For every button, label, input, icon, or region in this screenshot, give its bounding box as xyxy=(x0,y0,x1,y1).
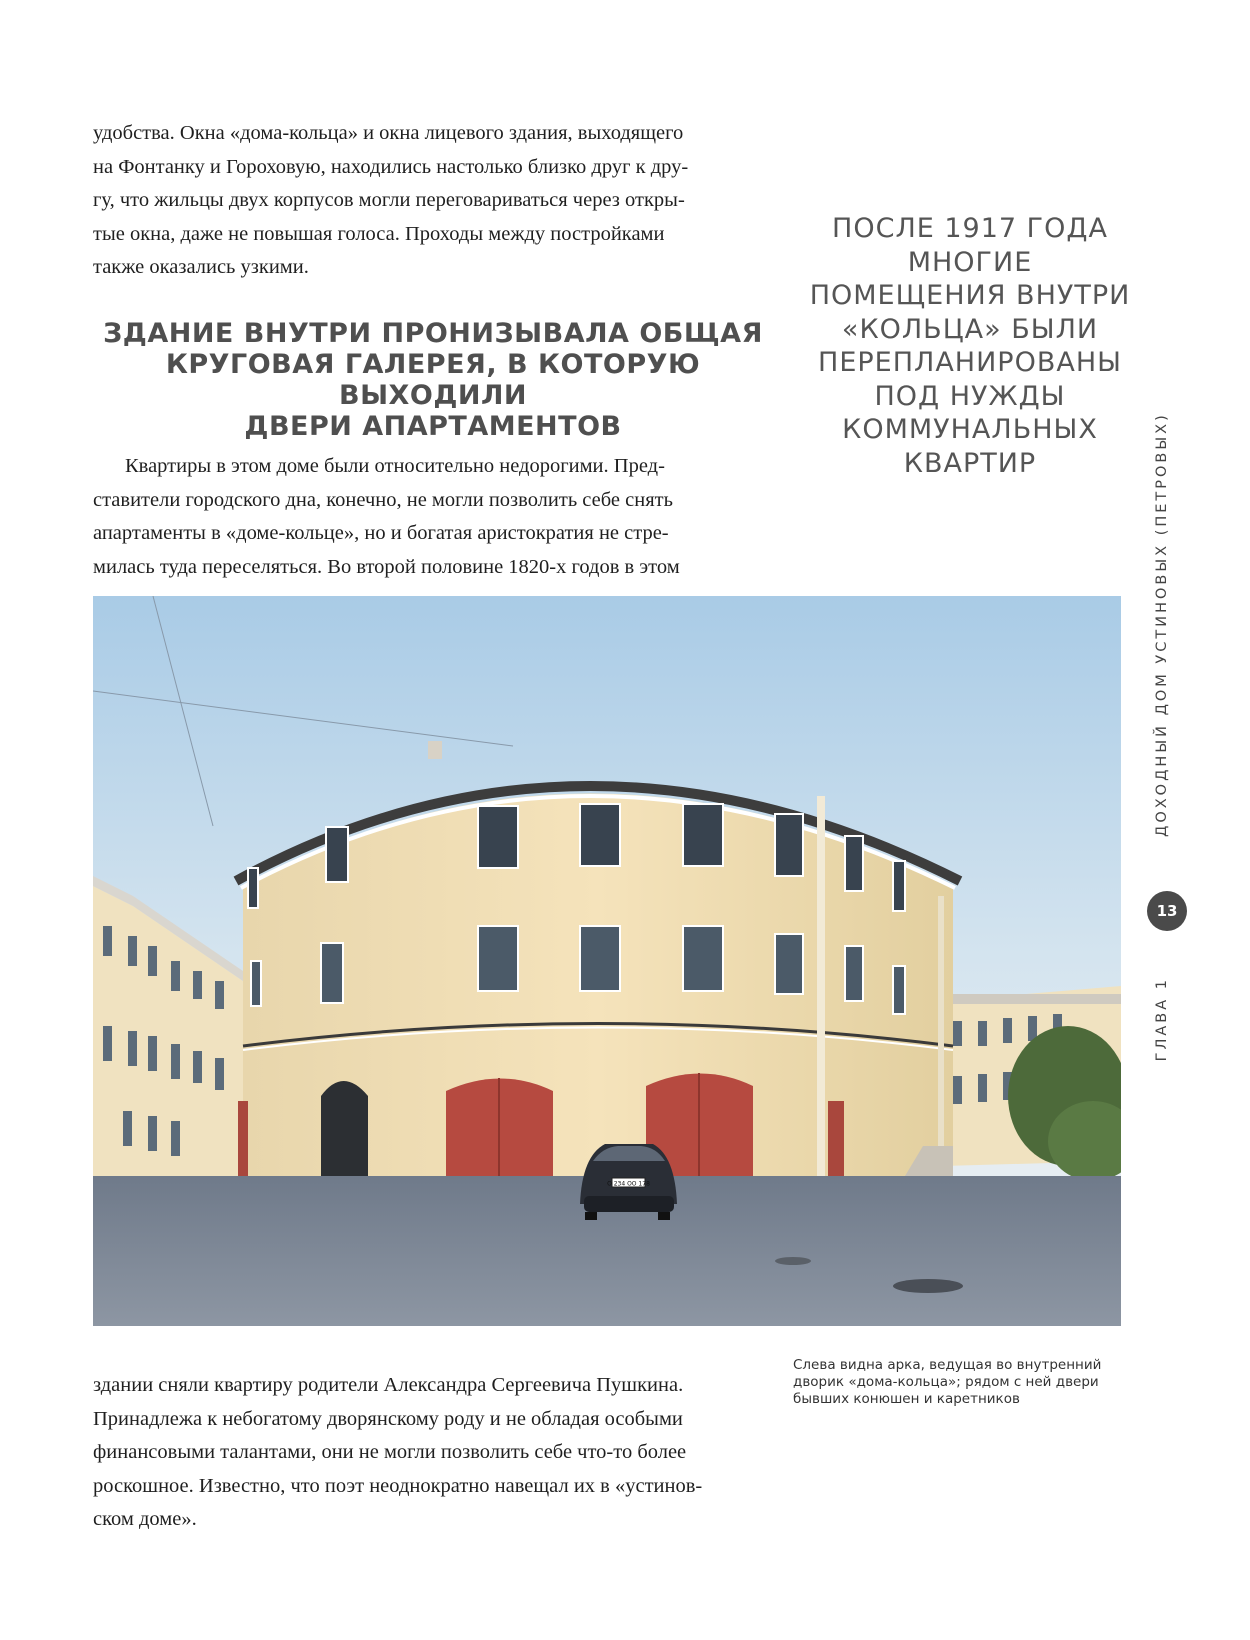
text-line: финансовыми талантами, они не могли позволить себе что-то более xyxy=(93,1441,687,1463)
text-line: милась туда переселяться. Во второй половине 1820-х годов в этом xyxy=(93,555,680,578)
caption-line: Слева видна арка, ведущая во внутренний xyxy=(793,1357,1102,1373)
text-line: удобства. Окна «дома-кольца» и окна лицевого здания, выходящего xyxy=(93,122,684,144)
quote-line: КВАРТИР xyxy=(903,447,1037,479)
text-line: Квартиры в этом доме были относительно недорогими. Пред- xyxy=(125,455,665,477)
headline-line: КРУГОВАЯ ГАЛЕРЕЯ, В КОТОРУЮ ВЫХОДИЛИ xyxy=(165,349,701,411)
parked-car xyxy=(580,1144,677,1220)
text-line: апартаменты в «доме-кольце», но и богатая аристократия не стре- xyxy=(93,522,669,544)
arch-gate xyxy=(321,1081,368,1176)
body-paragraph-1 xyxy=(93,117,773,285)
photo-caption xyxy=(793,1357,1133,1408)
quote-line: «КОЛЬЦА» БЫЛИ xyxy=(841,313,1099,345)
text-line: ставители городского дна, конечно, не могли позволить себе снять xyxy=(93,488,673,511)
quote-line: ПОД НУЖДЫ xyxy=(874,380,1066,412)
text-line: здании сняли квартиру родители Александра Сергеевича Пушкина. xyxy=(93,1374,684,1396)
side-door xyxy=(828,1101,844,1176)
quote-line: ПОМЕЩЕНИЯ ВНУТРИ xyxy=(809,280,1131,311)
page-number-badge: 13 xyxy=(1147,891,1187,931)
body-paragraph-2 xyxy=(93,450,773,584)
pull-quote xyxy=(800,212,1140,480)
text-line: Принадлежа к небогатому дворянскому роду и не обладая особыми xyxy=(93,1407,683,1430)
quote-line: ПОСЛЕ 1917 ГОДА xyxy=(832,213,1108,244)
quote-line: КОММУНАЛЬНЫХ xyxy=(842,414,1098,445)
quote-line: ПЕРЕПЛАНИРОВАНЫ xyxy=(818,347,1122,378)
chapter-label: ГЛАВА 1 xyxy=(1154,977,1170,1062)
text-line: роскошное. Известно, что поэт неоднократно навещал их в «устинов- xyxy=(93,1474,703,1497)
caption-line: дворик «дома-кольца»; рядом с ней двери xyxy=(793,1374,1099,1390)
section-headline xyxy=(93,318,773,442)
headline-line: ЗДАНИЕ ВНУТРИ ПРОНИЗЫВАЛА ОБЩАЯ xyxy=(103,318,763,349)
headline-line: ДВЕРИ АПАРТАМЕНТОВ xyxy=(244,411,622,442)
license-plate-text: О 234 ОО 178 xyxy=(607,1180,650,1188)
text-line: ском доме». xyxy=(93,1508,197,1530)
text-line: тые окна, даже не повышая голоса. Проходы между постройками xyxy=(93,222,665,245)
running-title: ДОХОДНЫЙ ДОМ УСТИНОВЫХ (ПЕТРОВЫХ) xyxy=(1154,412,1170,837)
text-line: также оказались узкими. xyxy=(93,256,309,278)
building-photo xyxy=(93,596,1121,1326)
quote-line: МНОГИЕ xyxy=(907,246,1033,278)
caption-line: бывших конюшен и каретников xyxy=(793,1391,1020,1407)
body-paragraph-3 xyxy=(93,1369,773,1537)
text-line: гу, что жильцы двух корпусов могли переговариваться через откры- xyxy=(93,189,685,211)
text-line: на Фонтанку и Гороховую, находились настолько близко друг к дру- xyxy=(93,155,689,178)
